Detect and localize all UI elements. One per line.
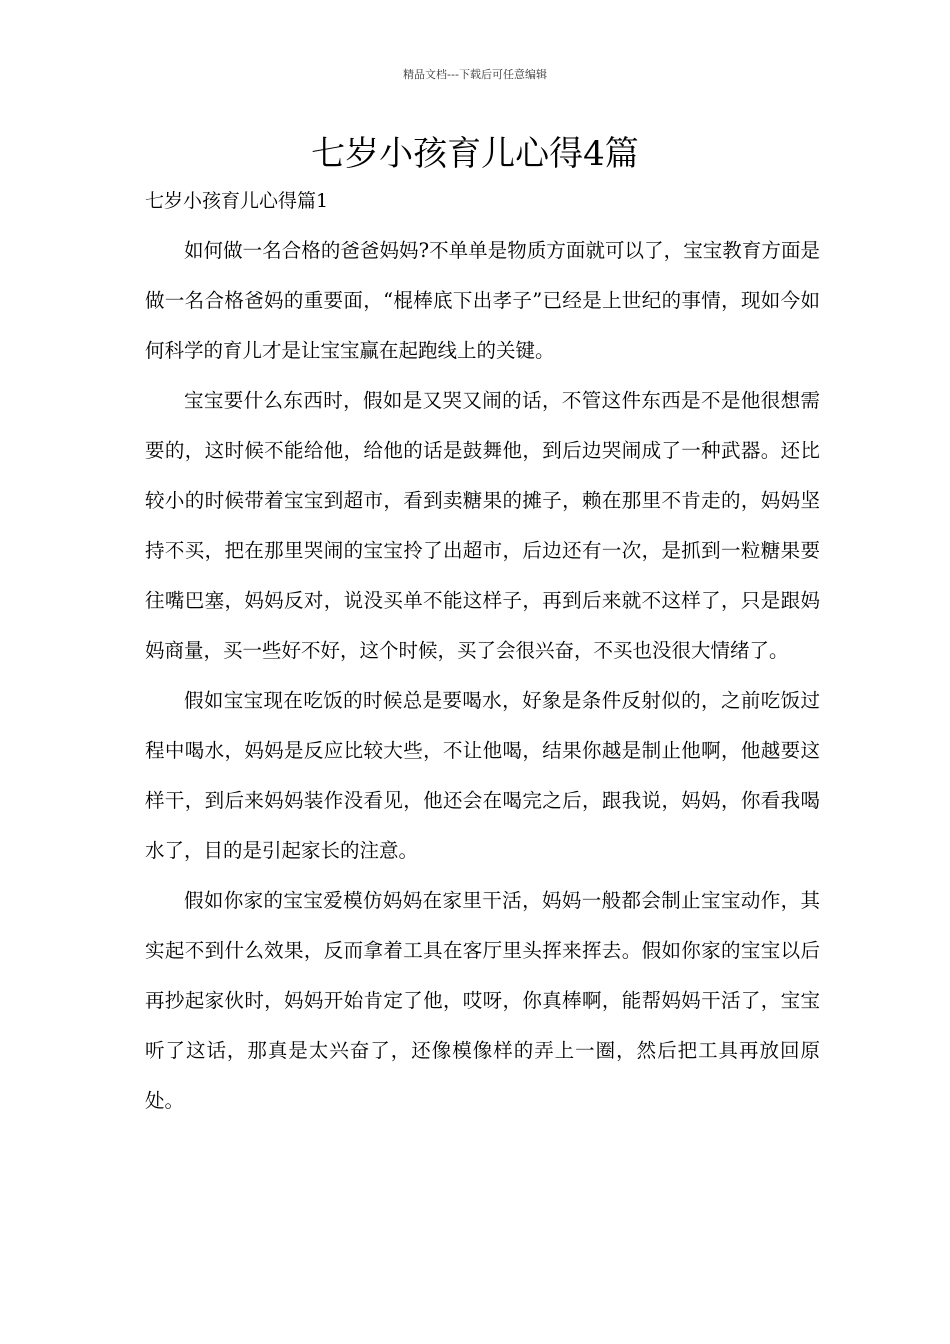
header-note: 精品文档---下载后可任意编辑 bbox=[403, 68, 547, 81]
paragraph: 如何做一名合格的爸爸妈妈?不单单是物质方面就可以了，宝宝教育方面是做一名合格爸妈的重要面，“棍棒底下出孝子”已经是上世纪的事情，现如今如何科学的育儿才是让宝宝赢在起跑线上的关键。 bbox=[145, 239, 820, 362]
document-title: 七岁小孩育儿心得4篇 bbox=[311, 134, 639, 174]
body-text bbox=[145, 226, 820, 1126]
paragraph: 假如宝宝现在吃饭的时候总是要喝水，好象是条件反射似的，之前吃饭过程中喝水，妈妈是反应比较大些，不让他喝，结果你越是制止他啊，他越要这样干，到后来妈妈装作没看见，他还会在喝完之后，跟我说，妈妈，你看我喝水了，目的是引起家长的注意。 bbox=[145, 689, 820, 862]
paragraph: 假如你家的宝宝爱模仿妈妈在家里干活，妈妈一般都会制止宝宝动作，其实起不到什么效果，反而拿着工具在客厅里头挥来挥去。假如你家的宝宝以后再抄起家伙时，妈妈开始肯定了他，哎呀，你真棒啊，能帮妈妈干活了，宝宝听了这话，那真是太兴奋了，还像模像样的弄上一圈，然后把工具再放回原处。 bbox=[145, 889, 820, 1112]
paragraph: 宝宝要什么东西时，假如是又哭又闹的话，不管这件东西是不是他很想需要的，这时候不能给他，给他的话是鼓舞他，到后边哭闹成了一种武器。还比较小的时候带着宝宝到超市，看到卖糖果的摊子，赖在那里不肯走的，妈妈坚持不买，把在那里哭闹的宝宝拎了出超市，后边还有一次，是抓到一粒糖果要往嘴巴塞，妈妈反对，说没买单不能这样子，再到后来就不这样了，只是跟妈妈商量，买一些好不好，这个时候，买了会很兴奋，不买也没很大情绪了。 bbox=[145, 389, 820, 662]
section-heading: 七岁小孩育儿心得篇1 bbox=[145, 190, 329, 212]
